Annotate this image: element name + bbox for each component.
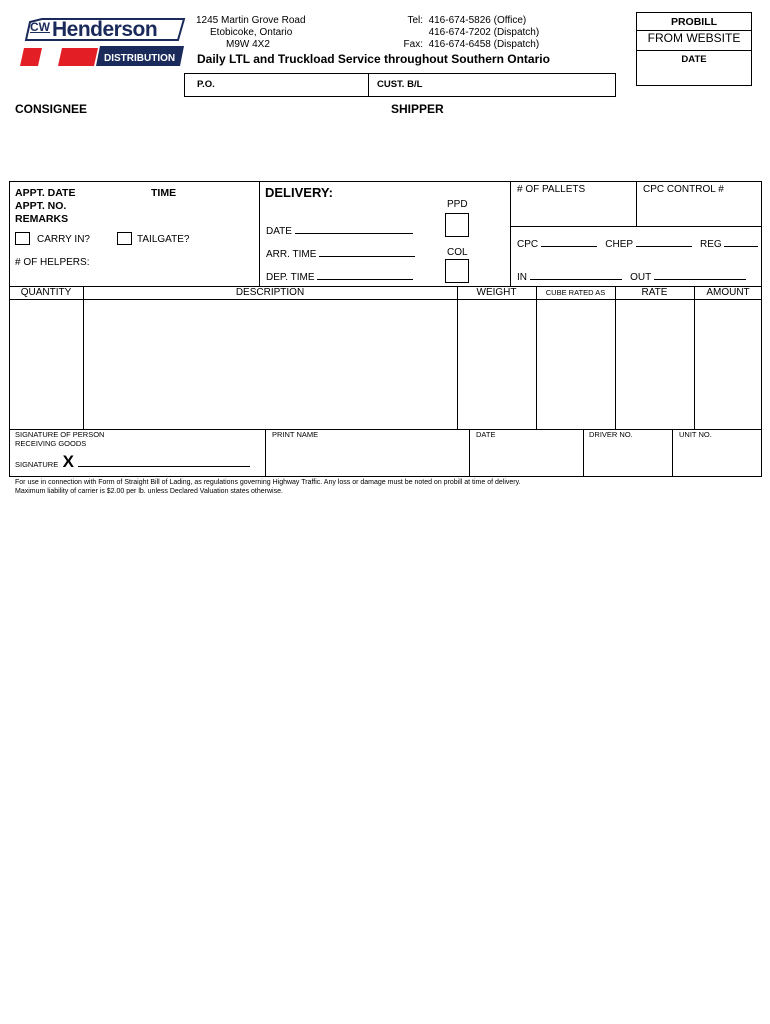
footer-note — [15, 478, 521, 496]
tel-office: 416-674-5826 (Office) — [428, 15, 527, 26]
col-checkbox[interactable] — [445, 259, 469, 283]
table-cell-description[interactable] — [84, 299, 456, 427]
carry-in-label: CARRY IN? — [37, 234, 90, 245]
company-logo — [18, 14, 186, 72]
col-header-cube: CUBE RATED AS — [545, 288, 606, 297]
signature-row[interactable] — [15, 452, 250, 472]
driver-no-label: DRIVER NO. — [589, 430, 633, 439]
logo-prefix: CW — [30, 20, 50, 34]
footer-line1: For use in connection with Form of Straight Bill of Lading, as regulations governing Highway Traffic. Any loss or damage must be noted on probill at time of delivery. — [15, 479, 521, 486]
col-header-quantity: QUANTITY — [20, 287, 72, 298]
reference-row — [184, 73, 616, 97]
signature-person-label: SIGNATURE OF PERSON RECEIVING GOODS — [15, 430, 105, 448]
address-line3: M9W 4X2 — [226, 39, 270, 50]
table-cell-amount[interactable] — [695, 299, 761, 427]
sig-date-field[interactable] — [470, 440, 580, 476]
delivery-date-label: DATE — [266, 226, 292, 237]
table-cell-quantity[interactable] — [10, 299, 82, 427]
tel-label: Tel: — [407, 15, 423, 26]
unit-no-label: UNIT NO. — [679, 430, 712, 439]
tailgate-label: TAILGATE? — [137, 234, 190, 245]
helpers-label: # OF HELPERS: — [15, 257, 90, 268]
shipper-label: SHIPPER — [391, 102, 444, 116]
delivery-date-row[interactable] — [266, 224, 413, 238]
arr-time-label: ARR. TIME — [266, 249, 317, 260]
probill-box — [636, 12, 752, 86]
probill-value[interactable]: FROM WEBSITE — [647, 31, 741, 45]
tel-dispatch: 416-674-7202 (Dispatch) — [428, 27, 540, 38]
consignee-label: CONSIGNEE — [15, 102, 88, 116]
chep-label: CHEP — [605, 239, 633, 250]
appt-time-label: TIME — [151, 187, 177, 199]
appt-no-label: APPT. NO. — [15, 200, 67, 212]
col-header-amount: AMOUNT — [706, 287, 750, 298]
logo-name: Henderson — [52, 18, 158, 41]
remarks-label: REMARKS — [15, 213, 69, 225]
address-line1: 1245 Martin Grove Road — [196, 15, 306, 26]
delivery-title: DELIVERY: — [265, 185, 333, 200]
table-cell-rate[interactable] — [616, 299, 693, 427]
table-cell-cube[interactable] — [537, 299, 614, 427]
probill-label: PROBILL — [670, 16, 718, 28]
driver-no-field[interactable] — [584, 440, 669, 476]
company-address — [196, 15, 306, 51]
col-header-description: DESCRIPTION — [235, 287, 305, 298]
table-cell-weight[interactable] — [458, 299, 535, 427]
probill-date-label: DATE — [681, 54, 707, 65]
footer-line2: Maximum liability of carrier is $2.00 per lb. unless Declared Valuation states otherwise. — [15, 488, 283, 495]
col-label: COL — [447, 247, 468, 258]
out-label: OUT — [630, 272, 652, 283]
custbl-label: CUST. B/L — [377, 79, 423, 90]
pallets-count-label: # OF PALLETS — [517, 184, 586, 195]
fax-label: Fax: — [403, 39, 423, 50]
print-name-label: PRINT NAME — [272, 430, 319, 439]
in-label: IN — [517, 272, 527, 283]
dep-time-label: DEP. TIME — [266, 272, 315, 283]
appt-date-label: APPT. DATE — [15, 187, 76, 199]
signature-x-mark: X — [62, 452, 74, 471]
tailgate-checkbox[interactable] — [117, 232, 132, 245]
ppd-label: PPD — [447, 199, 468, 210]
reg-label: REG — [699, 239, 722, 250]
dep-time-row[interactable] — [266, 270, 413, 284]
arr-time-row[interactable] — [266, 247, 415, 261]
col-header-weight: WEIGHT — [476, 287, 517, 298]
cpc-control-label: CPC CONTROL # — [643, 184, 724, 195]
logo-sub: DISTRIBUTION — [104, 53, 176, 64]
signature-label: SIGNATURE — [15, 460, 59, 469]
col-header-rate: RATE — [641, 287, 668, 298]
unit-no-field[interactable] — [673, 440, 761, 476]
sig-date-label: DATE — [476, 430, 496, 439]
ppd-checkbox[interactable] — [445, 213, 469, 237]
company-contact — [395, 15, 539, 51]
address-line2: Etobicoke, Ontario — [210, 27, 293, 38]
fax-number: 416-674-6458 (Dispatch) — [428, 39, 540, 50]
carry-in-checkbox[interactable] — [15, 232, 30, 245]
pallet-types-row[interactable] — [517, 237, 758, 251]
tagline: Daily LTL and Truckload Service throughout Southern Ontario — [197, 52, 550, 66]
print-name-field[interactable] — [266, 440, 466, 476]
pallet-in-out-row[interactable] — [517, 270, 746, 284]
po-label: P.O. — [197, 79, 215, 90]
cpc-label: CPC — [517, 239, 539, 250]
